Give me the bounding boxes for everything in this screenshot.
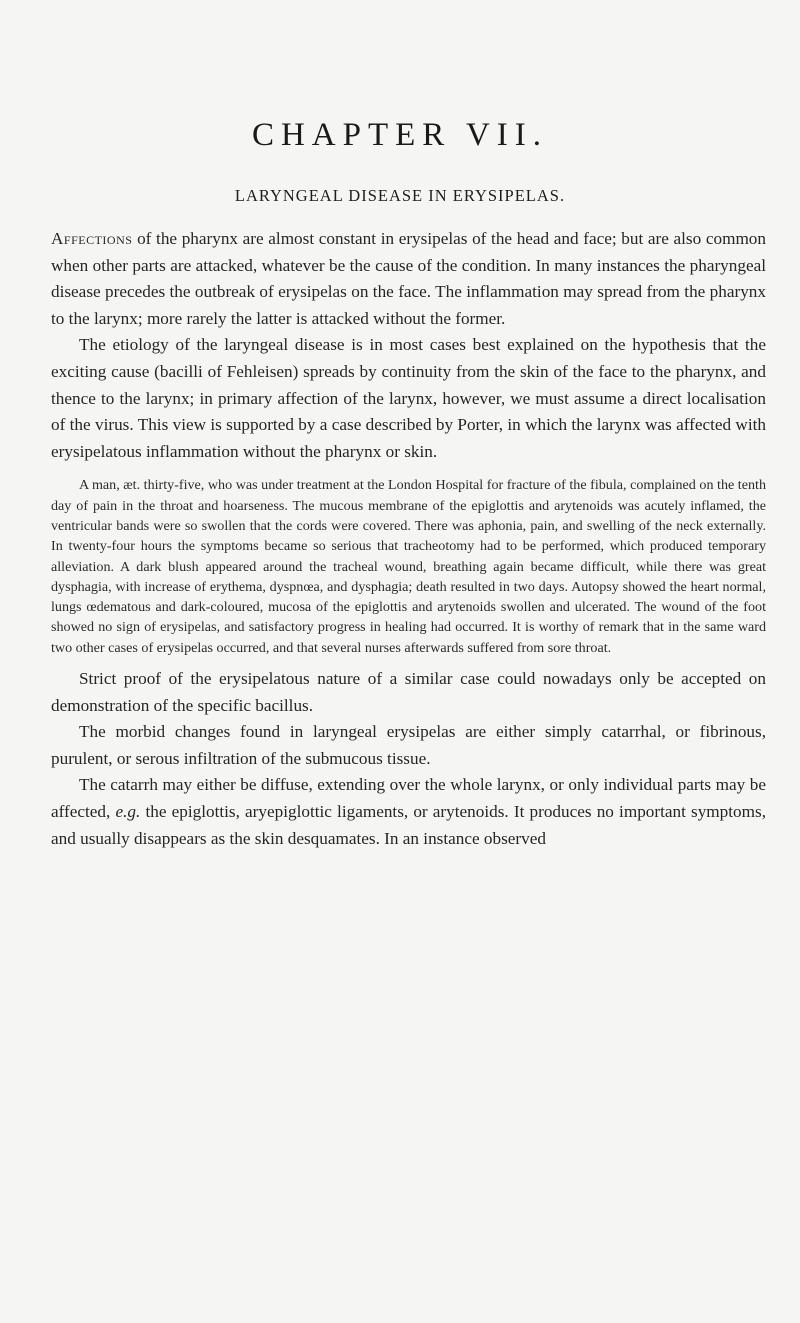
body-text xyxy=(51,226,766,852)
paragraph-morbid-changes: The morbid changes found in laryngeal erysipelas are either simply catarrhal, or fibrinous, purulent, or serous infiltration of the submucous tissue. xyxy=(51,722,766,768)
paragraph-text: The catarrh may either be diffuse, extending over the whole larynx, or only individual parts may be affected, xyxy=(51,775,766,821)
paragraph-lead-word: Affections xyxy=(51,229,133,248)
chapter-subtitle: LARYNGEAL DISEASE IN ERYSIPELAS. xyxy=(234,186,566,205)
abbreviation-eg: e.g. xyxy=(115,801,141,821)
chapter-title: CHAPTER VII. xyxy=(251,117,549,153)
paragraph-affections xyxy=(51,226,766,332)
case-report: A man, æt. thirty-five, who was under treatment at the London Hospital for fracture of the fibula, complained on the tenth day of pain in the throat and hoarseness. The mucous membrane of the epiglottis and arytenoids was acutely inflamed, the ventricular bands were so swollen that the cords were covered. There was aphonia, pain, and swelling of the neck externally. In twenty-four hours the symptoms became so serious that tracheotomy had to be performed, which produced temporary alleviation. A dark blush appeared around the tracheal wound, breathing again became difficult, while there was great dysphagia, with increase of erythema, dyspnœa, and dysphagia; death resulted in two days. Autopsy showed the heart normal, lungs œdematous and dark-coloured, mucosa of the epiglottis and arytenoids swollen and ulcerated. The wound of the foot showed no sign of erysipelas, and satisfactory progress in healing had occurred. It is worthy of remark that in the same ward two other cases of erysipelas occurred, and that several nurses afterwards suffered from sore throat. xyxy=(51,477,766,656)
paragraph-text: of the pharynx are almost constant in erysipelas of the head and face; but are also common when other parts are attacked, whatever be the cause of the condition. In many instances the pharyngeal disease precedes the outbreak of erysipelas on the face. The inflammation may spread from the pharynx to the larynx; more rarely the latter is attacked without the former. xyxy=(51,229,766,328)
paragraph-strict-proof: Strict proof of the erysipelatous nature of a similar case could nowadays only be accepted on demonstration of the specific bacillus. xyxy=(51,669,766,715)
paragraph-catarrh xyxy=(51,772,766,852)
paragraph-etiology: The etiology of the laryngeal disease is in most cases best explained on the hypothesis that the exciting cause (bacilli of Fehleisen) spreads by continuity from the skin of the face to the pharynx, and thence to the larynx; in primary affection of the larynx, however, we must assume a direct localisation of the virus. This view is supported by a case described by Porter, in which the larynx was affected with erysipelatous inflammation without the pharynx or skin. xyxy=(51,335,766,461)
paragraph-text: the epiglottis, aryepiglottic ligaments, or arytenoids. It produces no important symptoms, and usually disappears as the skin desquamates. In an instance observed xyxy=(51,801,766,848)
